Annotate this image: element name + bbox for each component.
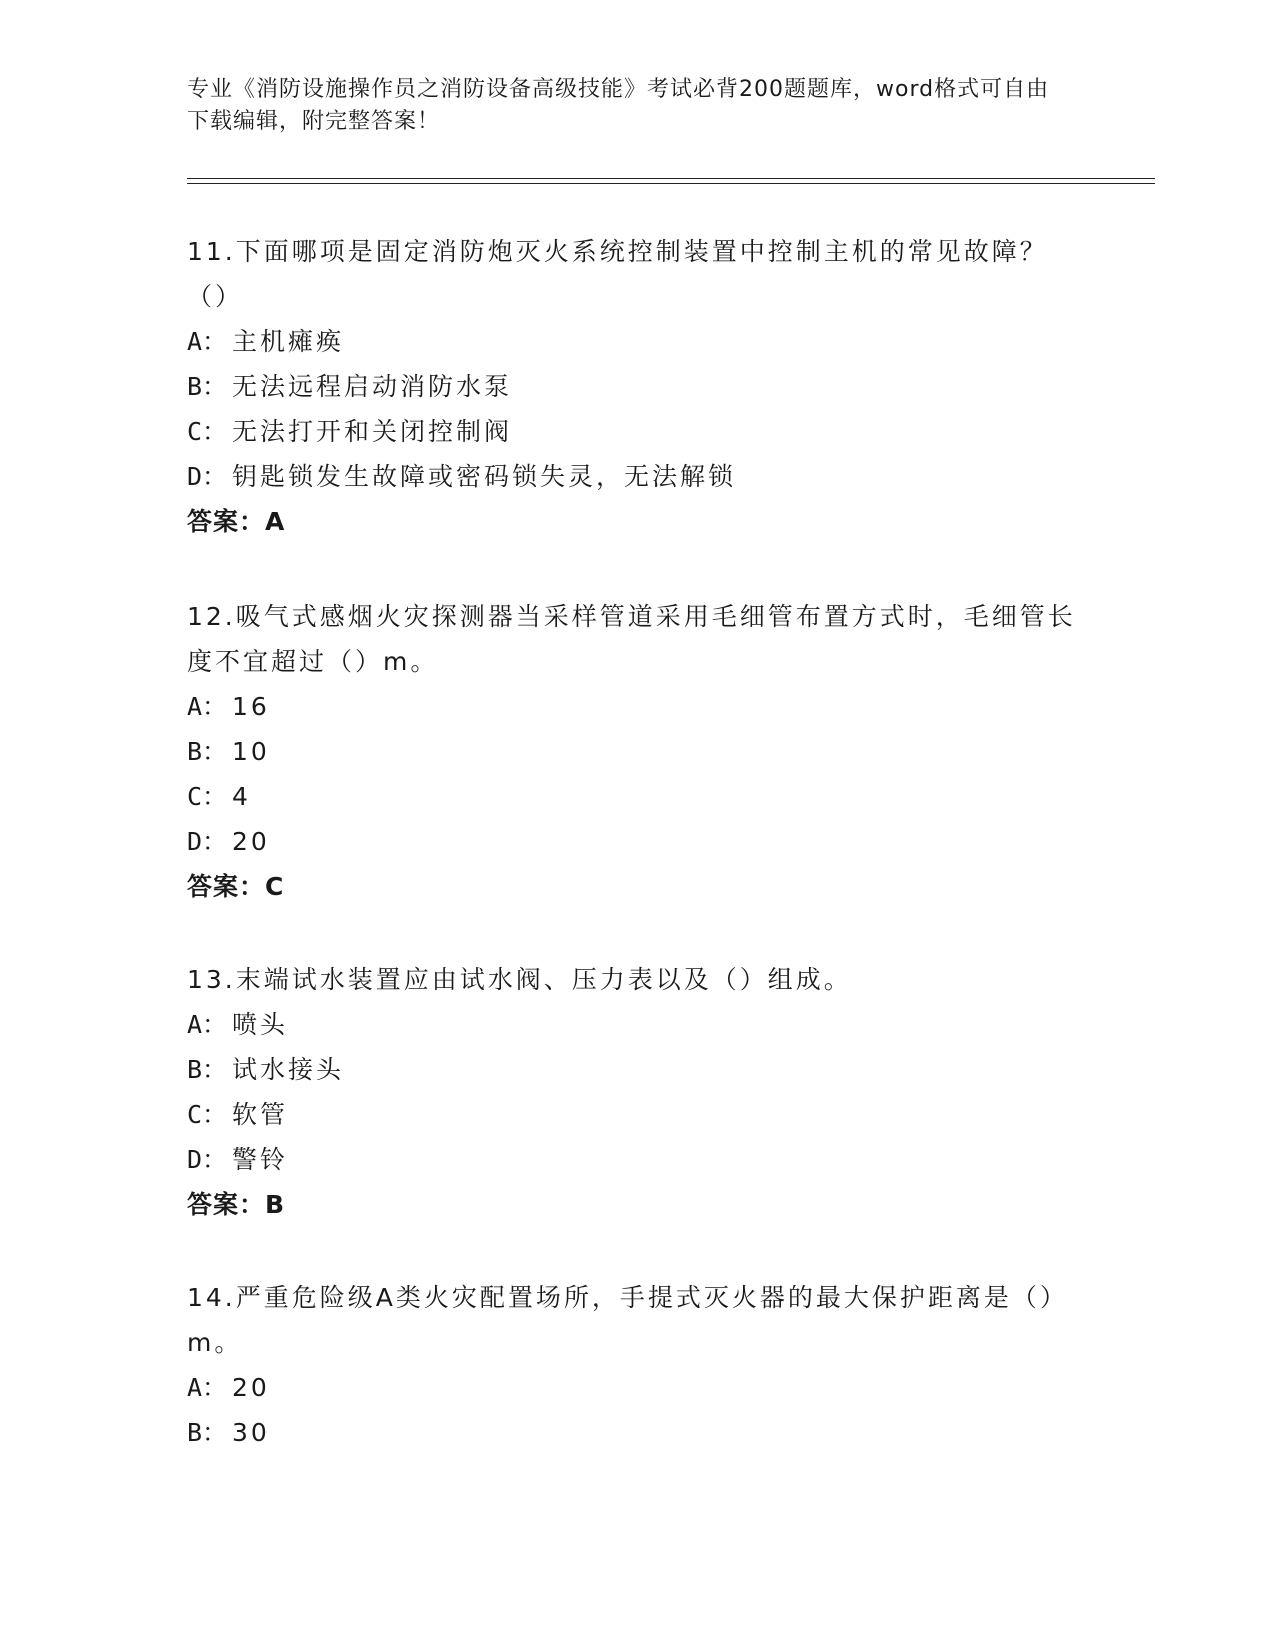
- question-stem: 12.吸气式感烟火灾探测器当采样管道采用毛细管布置方式时，毛细管长度不宜超过（）m。: [187, 602, 1076, 676]
- option-text: 20: [232, 827, 270, 856]
- question-stem: 13.末端试水装置应由试水阀、压力表以及（）组成。: [187, 965, 852, 994]
- option-b: [187, 729, 1087, 774]
- option-c: [187, 409, 1087, 454]
- option-a: [187, 319, 1087, 364]
- option-key: B：: [187, 372, 228, 401]
- option-text: 无法远程启动消防水泵: [232, 372, 513, 401]
- option-key: B：: [187, 737, 228, 766]
- option-key: A：: [187, 1010, 228, 1039]
- option-b: [187, 1047, 1087, 1092]
- option-key: B：: [187, 1055, 228, 1084]
- option-key: A：: [187, 692, 228, 721]
- option-a: [187, 1002, 1087, 1047]
- option-key: C：: [187, 1100, 228, 1129]
- option-d: [187, 1137, 1087, 1182]
- option-key: A：: [187, 327, 228, 356]
- option-text: 喷头: [232, 1010, 289, 1039]
- option-text: 16: [232, 692, 270, 721]
- option-key: D：: [187, 462, 228, 491]
- option-text: 警铃: [232, 1145, 289, 1174]
- option-text: 无法打开和关闭控制阀: [232, 417, 513, 446]
- option-key: D：: [187, 1145, 228, 1174]
- option-text: 30: [232, 1418, 270, 1447]
- header-rule-top: [187, 178, 1155, 179]
- option-b: [187, 364, 1087, 409]
- option-c: [187, 774, 1087, 819]
- option-text: 钥匙锁发生故障或密码锁失灵，无法解锁: [232, 462, 737, 491]
- question-13: [187, 957, 1087, 1227]
- option-a: [187, 684, 1087, 729]
- document-header-title: 专业《消防设施操作员之消防设备高级技能》考试必背200题题库，word格式可自由下载编辑，附完整答案！: [187, 77, 1050, 134]
- question-12: [187, 594, 1087, 909]
- question-answer: 答案：B: [187, 1190, 286, 1219]
- option-a: [187, 1365, 1087, 1410]
- question-answer: 答案：C: [187, 872, 285, 901]
- question-stem: 11.下面哪项是固定消防炮灭火系统控制装置中控制主机的常见故障？（）: [187, 237, 1048, 311]
- option-key: B：: [187, 1418, 228, 1447]
- option-text: 软管: [232, 1100, 289, 1129]
- option-key: C：: [187, 782, 228, 811]
- question-stem: 14.严重危险级A类火灾配置场所，手提式灭火器的最大保护距离是（）m。: [187, 1283, 1068, 1357]
- option-text: 试水接头: [232, 1055, 345, 1084]
- option-text: 10: [232, 737, 270, 766]
- option-c: [187, 1092, 1087, 1137]
- option-text: 4: [232, 782, 251, 811]
- option-d: [187, 819, 1087, 864]
- option-key: A：: [187, 1373, 228, 1402]
- option-key: C：: [187, 417, 228, 446]
- question-11: [187, 229, 1087, 544]
- option-text: 20: [232, 1373, 270, 1402]
- option-key: D：: [187, 827, 228, 856]
- question-answer: 答案：A: [187, 507, 286, 536]
- option-d: [187, 454, 1087, 499]
- question-14: [187, 1275, 1087, 1455]
- option-b: [187, 1410, 1087, 1455]
- option-text: 主机瘫痪: [232, 327, 345, 356]
- header-rule-bottom: [187, 183, 1155, 184]
